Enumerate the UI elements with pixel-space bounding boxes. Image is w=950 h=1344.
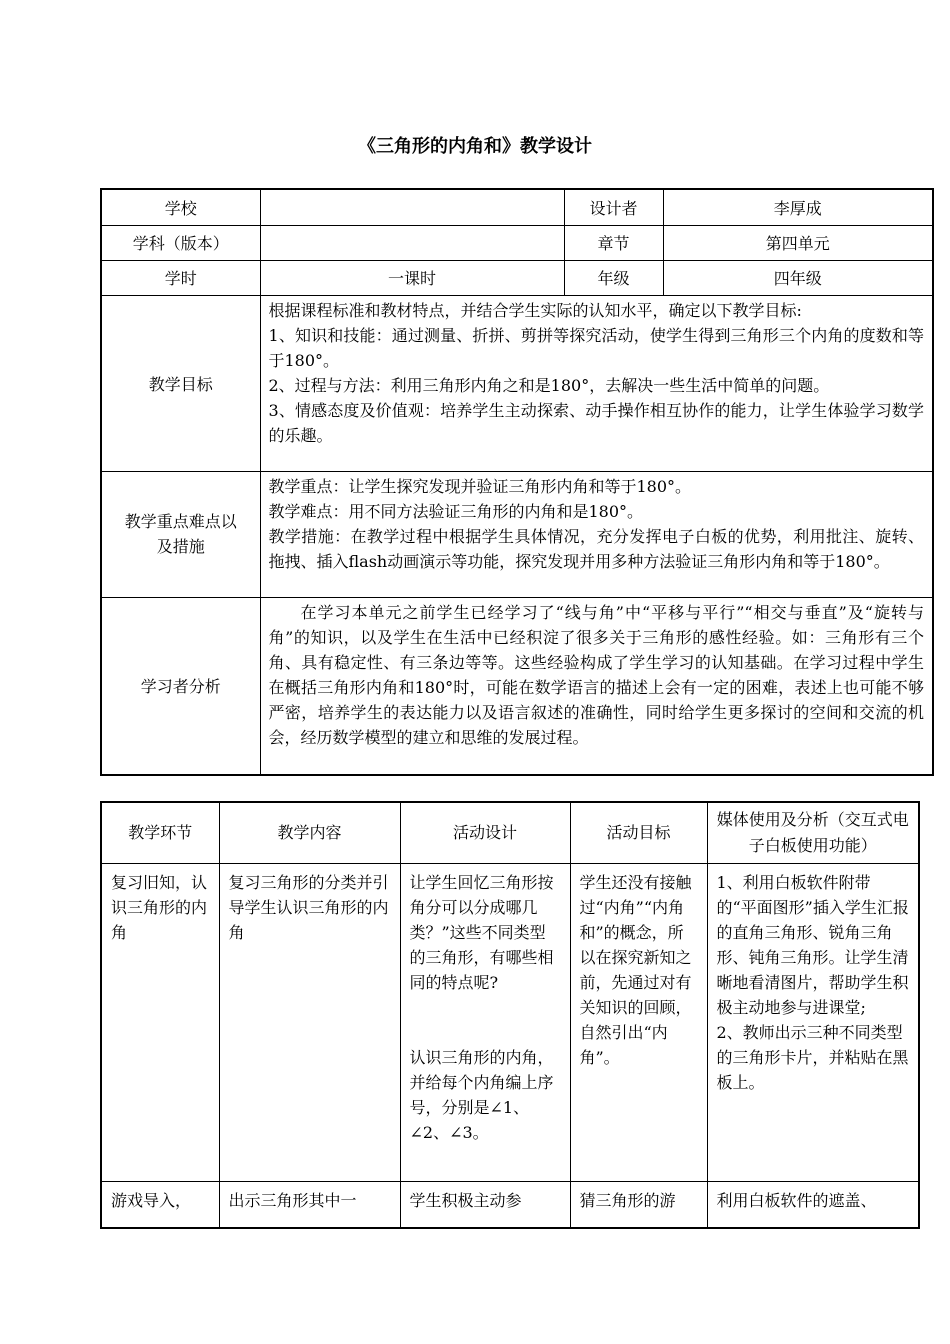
info-row-school	[101, 189, 933, 225]
objectives-line: 2、过程与方法：利用三角形内角之和是180°，去解决一些生活中简单的问题。	[268, 375, 830, 395]
info-table	[100, 188, 934, 776]
chapter-label: 章节	[564, 225, 663, 260]
info-row-hours	[101, 260, 933, 295]
learner-paragraph: 在学习本单元之前学生已经学习了“线与角”中“平移与平行”“相交与垂直”及“旋转与角”的知识，以及学生在生活中已经积淀了很多关于三角形的感性经验。如：三角形有三个角、具有稳定性、有三条边等等。这些经验构成了学生学习的认知基础。在学习过程中学生在概括三角形内角和180°时，可能在数学语言的描述上会有一定的困难，表述上也可能不够严密，培养学生的表达能力以及语言叙述的准确性，同时给学生更多探讨的空间和交流的机会，经历数学模型的建立和思维的发展过程。	[268, 602, 924, 747]
row-activity	[400, 864, 570, 1182]
grade-label: 年级	[564, 260, 663, 295]
learner-row	[101, 597, 933, 775]
objectives-line: 3、情感态度及价值观：培养学生主动探索、动手操作相互协作的能力，让学生体验学习数学的乐趣。	[268, 400, 924, 445]
process-header-row	[101, 802, 919, 864]
learner-label: 学习者分析	[101, 597, 260, 775]
header-media: 媒体使用及分析（交互式电子白板使用功能）	[707, 802, 919, 864]
grade-value: 四年级	[663, 260, 933, 295]
learner-text	[260, 597, 933, 775]
designer-value: 李厚成	[663, 189, 933, 225]
row-media: 利用白板软件的遮盖、	[707, 1182, 919, 1228]
objectives-row	[101, 295, 933, 471]
header-stage: 教学环节	[101, 802, 219, 864]
objectives-line: 根据课程标准和教材特点，并结合学生实际的认知水平，确定以下教学目标:	[268, 300, 802, 320]
row-media: 1、利用白板软件附带的“平面图形”插入学生汇报的直角三角形、锐角三角形、钝角三角形。让学生清晰地看清图片，帮助学生积极主动地参与进课堂; 2、教师出示三种不同类型的三角形卡片，并粘贴在黑板上。	[707, 864, 919, 1182]
objectives-line: 1、知识和技能：通过测量、折拼、剪拼等探究活动，使学生得到三角形三个内角的度数和等于180°。	[268, 325, 924, 370]
table-row	[101, 864, 919, 1182]
keypoints-line: 教学措施：在教学过程中根据学生具体情况，充分发挥电子白板的优势，利用批注、旋转、拖拽、插入flash动画演示等功能，探究发现并用多种方法验证三角形内角和等于180°。	[268, 526, 924, 571]
keypoints-line: 教学重点：让学生探究发现并验证三角形内角和等于180°。	[268, 476, 692, 496]
row-content: 复习三角形的分类并引导学生认识三角形的内角	[219, 864, 400, 1182]
chapter-value: 第四单元	[663, 225, 933, 260]
row-stage: 复习旧知，认识三角形的内角	[101, 864, 219, 1182]
subject-label: 学科（版本）	[101, 225, 260, 260]
info-row-subject	[101, 225, 933, 260]
header-activity: 活动设计	[400, 802, 570, 864]
keypoints-line: 教学难点：用不同方法验证三角形的内角和是180°。	[268, 501, 644, 521]
page-title: 《三角形的内角和》教学设计	[358, 136, 592, 157]
header-content: 教学内容	[219, 802, 400, 864]
row-stage: 游戏导入，	[101, 1182, 219, 1228]
keypoints-text	[260, 471, 933, 597]
hours-label: 学时	[101, 260, 260, 295]
table-row	[101, 1182, 919, 1228]
school-label: 学校	[101, 189, 260, 225]
hours-value: 一课时	[260, 260, 564, 295]
row-goal: 猜三角形的游	[570, 1182, 707, 1228]
activity-part-b: 认识三角形的内角，并给每个内角编上序号，分别是∠1、∠2、∠3。	[409, 1048, 554, 1142]
designer-label: 设计者	[564, 189, 663, 225]
activity-part-a: 让学生回忆三角形按角分可以分成哪几类？”这些不同类型的三角形，有哪些相同的特点呢?	[409, 873, 554, 992]
objectives-label: 教学目标	[101, 295, 260, 471]
row-content: 出示三角形其中一	[219, 1182, 400, 1228]
process-table	[100, 801, 920, 1229]
school-value	[260, 189, 564, 225]
header-goal: 活动目标	[570, 802, 707, 864]
row-activity: 学生积极主动参	[400, 1182, 570, 1228]
objectives-text	[260, 295, 933, 471]
row-goal: 学生还没有接触过“内角”“内角和”的概念，所以在探究新知之前，先通过对有关知识的回顾，自然引出“内角”。	[570, 864, 707, 1182]
spacer	[410, 995, 562, 1045]
keypoints-label: 教学重点难点以及措施	[101, 471, 260, 597]
keypoints-row	[101, 471, 933, 597]
subject-value	[260, 225, 564, 260]
